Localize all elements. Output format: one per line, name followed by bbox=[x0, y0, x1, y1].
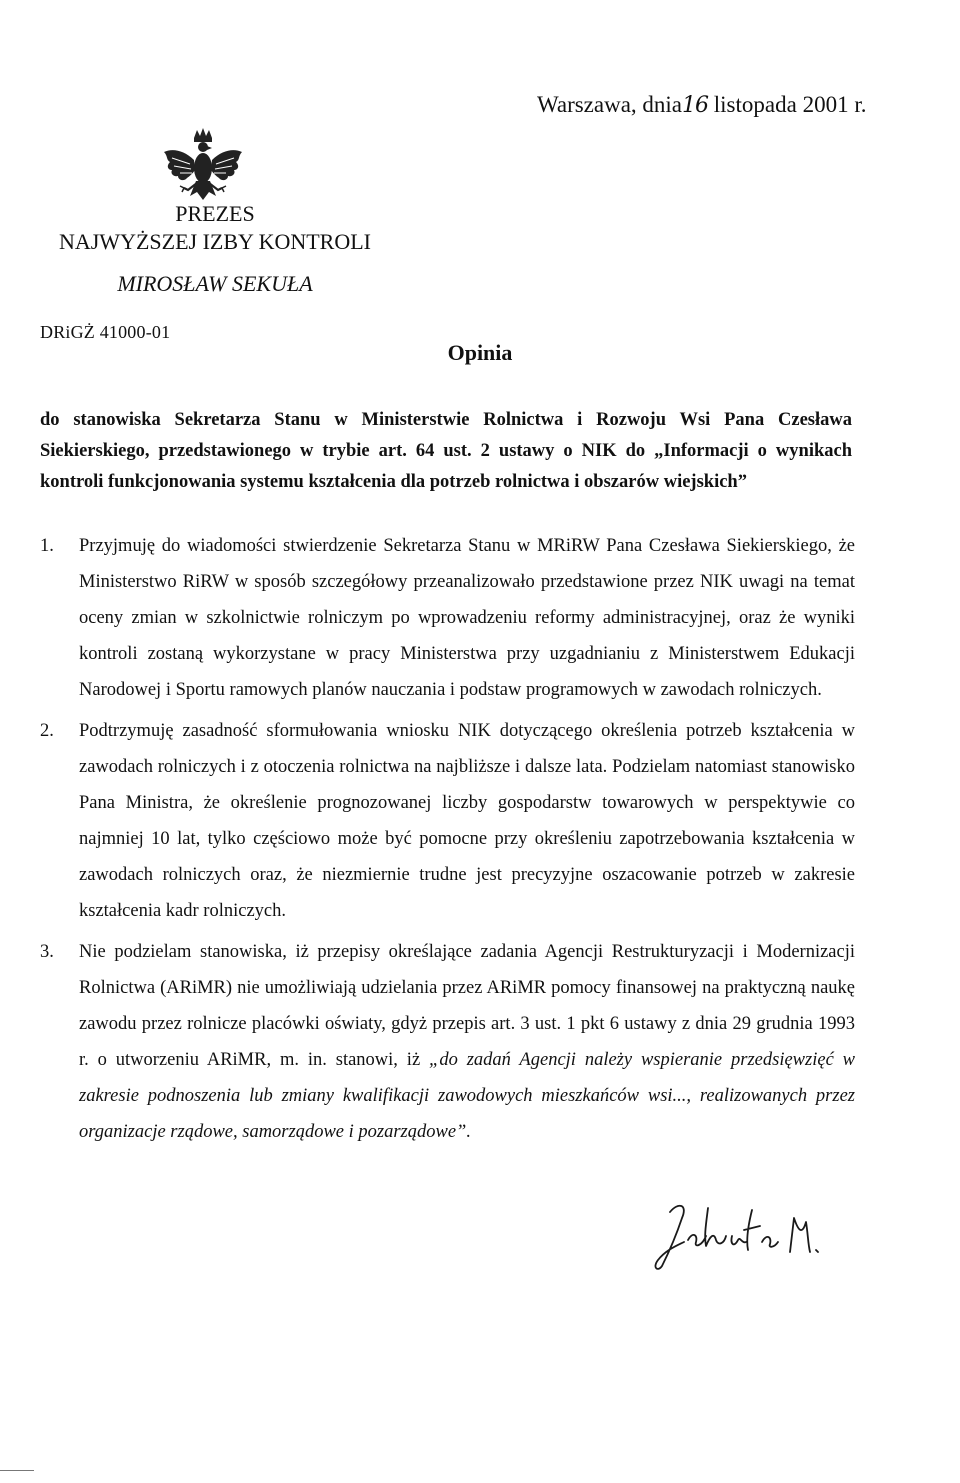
issuer-name: MIROSŁAW SEKUŁA bbox=[117, 271, 313, 296]
issuer-block bbox=[40, 200, 390, 298]
point-text bbox=[79, 942, 855, 1142]
point-text-plain: Nie podzielam stanowiska, iż przepisy określające zadania Agencji Restrukturyzacji i Modernizacji Rolnictwa (ARiMR) nie umożliwiają udzielania przez ARiMR pomocy finansowej na praktyczną naukę zawodu przez rolnicze placówki oświaty, gdyż przepis art. 3 ust. 1 pkt 6 ustawy z dnia 29 grudnia 1993 r. o utworzeniu ARiMR, m. in. stanowi, iż bbox=[79, 942, 855, 1070]
point-text-quote: „do zadań Agencji należy wspieranie przedsięwzięć w zakresie podnoszenia lub zmiany kwalifikacji zawodowych mieszkańców wsi..., realizowanych przez organizacje rządowe, samorządowe i pozarządowe”. bbox=[79, 1050, 855, 1142]
point-number: 3. bbox=[40, 942, 54, 962]
footer-line bbox=[0, 1470, 34, 1471]
reference-number: DRiGŻ 41000-01 bbox=[40, 322, 171, 342]
document-subject bbox=[40, 405, 852, 498]
date-prefix: Warszawa, dnia bbox=[537, 92, 683, 117]
document-date bbox=[537, 92, 866, 118]
date-suffix: listopada 2001 r. bbox=[713, 92, 867, 117]
polish-eagle-emblem-icon bbox=[160, 128, 246, 208]
point-text: Podtrzymuję zasadność sformułowania wniosku NIK dotyczącego określenia potrzeb kształcenia w zawodach rolniczych i z otoczenia rolnictwa na najbliższe i dalsze lata. Podzielam natomiast stanowisko Pana Ministra, że określenie prognozowanej liczby gospodarstw towarowych w perspektywie co najmniej 10 lat, tylko częściowo może być pomocne przy określeniu zapotrzebowania kształcenia w zawodach rolniczych oraz, że niezmiernie trudne jest precyzyjne oszacowanie potrzeb w zakresie kształcenia kadr rolniczych. bbox=[79, 721, 855, 921]
date-day-handwritten: 16 bbox=[682, 93, 709, 118]
point-number: 1. bbox=[40, 536, 54, 556]
handwritten-signature bbox=[648, 1196, 838, 1276]
point-number: 2. bbox=[40, 721, 54, 741]
opinion-point-3 bbox=[40, 934, 855, 1150]
issuer-title: PREZES bbox=[175, 201, 255, 226]
opinion-point-2 bbox=[40, 713, 855, 929]
point-text: Przyjmuję do wiadomości stwierdzenie Sekretarza Stanu w MRiRW Pana Czesława Siekierskiego, że Ministerstwo RiRW w sposób szczegółowy przeanalizowało przedstawione przez NIK uwagi na temat oceny zmian w szkolnictwie rolniczym po wprowadzeniu reformy administracyjnej, oraz że wyniki kontroli zostaną wykorzystane w pracy Ministerstwa przy uzgadnianiu z Ministerstwem Edukacji Narodowej i Sportu ramowych planów nauczania i podstaw programowych w zawodach rolniczych. bbox=[79, 536, 855, 700]
opinion-points bbox=[40, 528, 855, 1155]
document-title: Opinia bbox=[447, 340, 513, 365]
opinion-point-1 bbox=[40, 528, 855, 708]
subject-text: do stanowiska Sekretarza Stanu w Ministerstwie Rolnictwa i Rozwoju Wsi Pana Czesława Siekierskiego, przedstawionego w trybie art. 64 ust. 2 ustawy o NIK do „Informacji o wynikach kontroli funkcjonowania systemu kształcenia dla potrzeb rolnictwa i obszarów wiejskich” bbox=[40, 410, 852, 492]
issuer-office: NAJWYŻSZEJ IZBY KONTROLI bbox=[58, 229, 372, 254]
